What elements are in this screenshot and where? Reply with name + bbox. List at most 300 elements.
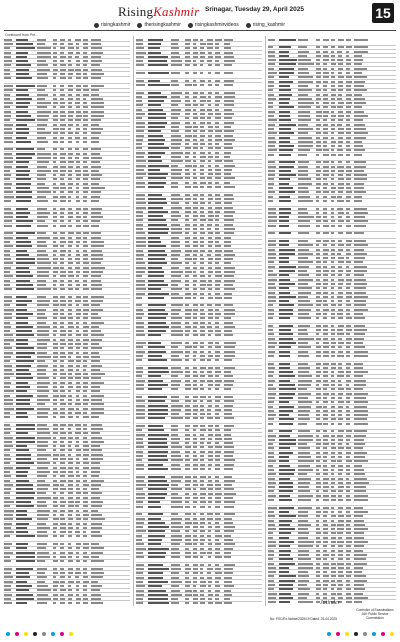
table-cell (298, 317, 311, 319)
table-cell (298, 571, 308, 573)
table-cell (37, 339, 49, 341)
table-cell (4, 304, 10, 306)
table-cell (200, 219, 206, 221)
table-cell (148, 556, 165, 558)
table-cell (193, 182, 197, 184)
table-cell (185, 548, 189, 550)
table-cell (60, 432, 65, 434)
table-cell (83, 458, 88, 460)
table-cell (298, 490, 310, 492)
table-cell (83, 183, 88, 185)
table-cell (207, 43, 212, 45)
table-cell (53, 428, 59, 430)
table-cell (185, 143, 189, 145)
table-cell (346, 346, 350, 348)
table-cell (331, 170, 335, 172)
table-cell (331, 253, 335, 255)
table-cell (316, 296, 321, 298)
table-cell (338, 161, 343, 163)
table-cell (215, 177, 221, 179)
table-cell (298, 266, 308, 268)
table-cell (208, 160, 212, 162)
table-cell (298, 94, 308, 96)
table-cell (16, 523, 29, 525)
table-cell (323, 486, 328, 488)
table-cell (323, 161, 328, 163)
table-cell (53, 98, 57, 100)
table-cell (68, 304, 72, 306)
table-cell (91, 403, 105, 405)
table-cell (75, 69, 81, 71)
continued-label: Continued from Pre... (5, 33, 39, 37)
table-cell (91, 174, 103, 176)
table-cell (224, 241, 231, 243)
table-cell (136, 100, 142, 102)
table-cell (193, 359, 196, 361)
table-cell (148, 232, 169, 234)
table-cell (171, 245, 180, 247)
table-cell (37, 232, 46, 234)
table-cell (171, 497, 182, 499)
table-cell (171, 480, 180, 482)
table-cell (346, 137, 351, 139)
table-cell (208, 80, 212, 82)
table-cell (16, 39, 28, 41)
table-cell (354, 469, 365, 471)
table-cell (193, 64, 197, 66)
table-cell (215, 215, 219, 217)
table-cell (185, 468, 190, 470)
table-cell (148, 429, 164, 431)
table-cell (148, 330, 167, 332)
table-cell (298, 283, 308, 285)
table-cell (354, 46, 368, 48)
table-cell (200, 245, 204, 247)
table-cell (193, 371, 197, 373)
table-cell (68, 124, 73, 126)
table-cell (37, 237, 50, 239)
table-cell (279, 72, 295, 74)
table-cell (136, 309, 143, 311)
table-cell (279, 414, 289, 416)
table-cell (331, 137, 334, 139)
table-cell (185, 245, 191, 247)
table-cell (346, 220, 350, 222)
table-cell (268, 208, 276, 210)
table-cell (53, 271, 58, 273)
table-cell (298, 244, 313, 246)
table-cell (37, 132, 50, 134)
table-cell (53, 309, 58, 311)
table-cell (148, 480, 167, 482)
table-cell (200, 271, 204, 273)
table-cell (16, 216, 28, 218)
table-cell (91, 196, 101, 198)
table-cell (279, 571, 290, 573)
table-cell (193, 585, 196, 587)
table-cell (76, 386, 81, 388)
social-instagram[interactable] (246, 22, 285, 28)
table-cell (91, 523, 103, 525)
table-cell (4, 602, 12, 604)
table-cell (185, 375, 190, 377)
table-cell (354, 119, 363, 121)
table-cell (298, 72, 309, 74)
table-cell (37, 148, 45, 150)
table-cell (91, 535, 103, 537)
brand-logo (118, 4, 199, 20)
table-cell (323, 380, 328, 382)
table-cell (279, 584, 293, 586)
registration-dot (327, 632, 331, 636)
table-cell (83, 484, 89, 486)
table-cell (354, 68, 367, 70)
table-cell (4, 399, 13, 401)
table-cell (148, 598, 169, 600)
social-x[interactable] (94, 22, 130, 28)
table-cell (354, 187, 364, 189)
table-cell (68, 94, 72, 96)
table-cell (316, 208, 319, 210)
table-cell (4, 527, 11, 529)
table-cell (208, 182, 213, 184)
table-cell (331, 575, 336, 577)
table-cell (323, 507, 328, 509)
table-cell (193, 173, 196, 175)
table-cell (316, 528, 320, 530)
table-cell (337, 253, 341, 255)
table-cell (136, 232, 145, 234)
table-cell (4, 437, 13, 439)
table-cell (37, 467, 48, 469)
table-cell (316, 439, 321, 441)
table-cell (60, 128, 65, 130)
table-cell (16, 43, 33, 45)
table-cell (316, 430, 320, 432)
table-cell (346, 571, 351, 573)
table-cell (215, 400, 220, 402)
table-cell (76, 581, 80, 583)
table-cell (68, 267, 72, 269)
table-cell (171, 169, 182, 171)
table-cell (323, 511, 327, 513)
table-cell (83, 39, 88, 41)
table-cell (346, 499, 351, 501)
table-cell (193, 577, 197, 579)
table-cell (75, 437, 79, 439)
table-cell (136, 388, 144, 390)
table-cell (76, 196, 80, 198)
table-cell (91, 56, 101, 58)
table-cell (37, 174, 46, 176)
table-cell (346, 191, 352, 193)
table-cell (136, 346, 143, 348)
table-cell (338, 309, 344, 311)
table-cell (60, 382, 64, 384)
table-cell (268, 351, 275, 353)
table-cell (4, 275, 13, 277)
table-cell (316, 418, 321, 420)
table-cell (4, 365, 12, 367)
table-cell (316, 287, 321, 289)
table-cell (268, 39, 275, 41)
table-cell (16, 137, 28, 139)
table-cell (148, 237, 161, 239)
table-cell (331, 216, 334, 218)
table-cell (268, 452, 274, 454)
table-cell (16, 317, 28, 319)
social-youtube[interactable] (188, 22, 239, 28)
table-cell (193, 194, 198, 196)
table-cell (148, 464, 163, 466)
table-cell (316, 46, 320, 48)
table-cell (76, 523, 80, 525)
table-cell (298, 166, 308, 168)
table-cell (68, 471, 73, 473)
table-cell (346, 81, 352, 83)
table-cell (316, 406, 322, 408)
results-table-column-2 (136, 38, 262, 604)
social-facebook[interactable] (137, 22, 180, 28)
registration-marks-left (6, 632, 73, 636)
table-cell (279, 388, 296, 390)
table-cell (16, 480, 30, 482)
table-cell (76, 602, 81, 604)
table-cell (76, 334, 82, 336)
table-cell (316, 220, 321, 222)
table-cell (136, 60, 143, 62)
table-cell (323, 469, 327, 471)
table-cell (354, 371, 368, 373)
table-cell (171, 237, 179, 239)
table-cell (37, 254, 48, 256)
table-cell (16, 102, 30, 104)
table-cell (224, 139, 235, 141)
table-cell (346, 575, 351, 577)
table-cell (16, 581, 28, 583)
table-cell (224, 417, 235, 419)
table-cell (171, 186, 178, 188)
table-cell (171, 147, 180, 149)
table-cell (337, 106, 342, 108)
table-cell (37, 258, 49, 260)
table-cell (193, 518, 197, 520)
table-cell (53, 484, 59, 486)
table-cell (268, 490, 274, 492)
table-cell (148, 581, 168, 583)
table-cell (91, 462, 100, 464)
table-cell (200, 177, 205, 179)
table-cell (298, 460, 314, 462)
table-cell (148, 245, 166, 247)
table-cell (346, 554, 350, 556)
table-cell (53, 250, 57, 252)
table-cell (16, 174, 29, 176)
table-cell (37, 216, 48, 218)
table-cell (208, 52, 213, 54)
table-cell (346, 266, 349, 268)
table-cell (279, 375, 296, 377)
table-cell (337, 375, 344, 377)
table-cell (16, 602, 28, 604)
table-cell (298, 76, 313, 78)
table-cell (171, 384, 180, 386)
table-cell (346, 225, 351, 227)
table-cell (76, 518, 82, 520)
table-cell (148, 513, 163, 515)
table-cell (298, 257, 308, 259)
table-cell (208, 56, 214, 58)
table-cell (37, 505, 47, 507)
table-cell (148, 334, 162, 336)
table-cell (200, 346, 204, 348)
table-cell (16, 492, 35, 494)
table-cell (53, 360, 58, 362)
table-cell (338, 261, 345, 263)
table-cell (208, 147, 214, 149)
table-cell (354, 338, 364, 340)
table-cell (268, 486, 275, 488)
table-cell (68, 102, 72, 104)
table-cell (331, 588, 335, 590)
table-cell (200, 152, 205, 154)
table-cell (83, 288, 89, 290)
table-cell (4, 386, 10, 388)
table-cell (53, 200, 58, 202)
table-cell (346, 46, 352, 48)
table-cell (91, 492, 102, 494)
table-cell (268, 94, 274, 96)
table-cell (279, 154, 291, 156)
table-cell (60, 501, 65, 503)
table-cell (208, 543, 212, 545)
table-cell (53, 339, 56, 341)
table-cell (331, 287, 334, 289)
table-cell (68, 334, 72, 336)
table-cell (268, 597, 276, 599)
table-cell (53, 527, 57, 529)
table-cell (148, 564, 163, 566)
table-cell (331, 380, 335, 382)
table-cell (185, 543, 192, 545)
table-cell (346, 111, 350, 113)
table-cell (185, 355, 189, 357)
table-cell (68, 462, 73, 464)
table-cell (338, 465, 343, 467)
table-cell (268, 72, 277, 74)
table-cell (215, 602, 222, 604)
table-cell (200, 526, 204, 528)
table-cell (171, 371, 183, 373)
table-cell (268, 520, 274, 522)
table-cell (60, 241, 66, 243)
table-cell (331, 208, 334, 210)
table-cell (60, 232, 64, 234)
table-cell (298, 528, 308, 530)
table-cell (316, 253, 321, 255)
table-cell (316, 183, 321, 185)
table-cell (354, 439, 364, 441)
table-cell (316, 355, 322, 357)
table-cell (200, 518, 205, 520)
table-cell (338, 212, 345, 214)
table-cell (76, 330, 80, 332)
table-cell (83, 480, 87, 482)
table-cell (4, 560, 11, 562)
table-cell (4, 148, 13, 150)
table-cell (37, 183, 45, 185)
table-cell (91, 39, 101, 41)
table-row (4, 140, 130, 148)
table-cell (60, 428, 63, 430)
table-cell (224, 380, 234, 382)
table-cell (354, 418, 367, 420)
table-cell (298, 355, 309, 357)
table-cell (316, 98, 322, 100)
table-cell (185, 429, 189, 431)
table-cell (338, 363, 343, 365)
table-cell (4, 237, 13, 239)
table-cell (207, 568, 213, 570)
table-cell (37, 543, 47, 545)
table-cell (200, 198, 204, 200)
table-cell (83, 527, 87, 529)
table-cell (279, 545, 290, 547)
table-cell (354, 225, 366, 227)
table-cell (185, 96, 190, 98)
table-cell (346, 435, 351, 437)
table-cell (193, 122, 196, 124)
table-cell (136, 64, 144, 66)
table-cell (346, 515, 351, 517)
table-cell (83, 437, 87, 439)
table-cell (136, 564, 144, 566)
table-cell (136, 535, 142, 537)
table-cell (279, 371, 293, 373)
table-cell (83, 60, 88, 62)
table-cell (37, 585, 48, 587)
table-cell (207, 572, 211, 574)
registration-dot (42, 632, 46, 636)
table-cell (76, 161, 81, 163)
table-cell (83, 598, 88, 600)
table-cell (60, 60, 64, 62)
table-cell (193, 284, 196, 286)
table-cell (136, 526, 143, 528)
table-cell (148, 113, 167, 115)
table-cell (4, 322, 10, 324)
table-cell (76, 250, 79, 252)
table-cell (323, 154, 328, 156)
table-cell (337, 166, 344, 168)
table-cell (76, 395, 79, 397)
table-cell (148, 506, 162, 508)
table-cell (148, 156, 162, 158)
table-cell (208, 355, 213, 357)
table-cell (76, 183, 79, 185)
table-cell (136, 405, 145, 407)
brand-part2: Kashmir (153, 4, 200, 19)
table-cell (316, 63, 320, 65)
table-cell (83, 326, 89, 328)
table-cell (268, 200, 273, 202)
table-cell (331, 98, 335, 100)
table-row (268, 317, 396, 325)
table-cell (200, 194, 204, 196)
table-cell (346, 329, 352, 331)
table-cell (193, 275, 196, 277)
table-cell (136, 39, 143, 41)
